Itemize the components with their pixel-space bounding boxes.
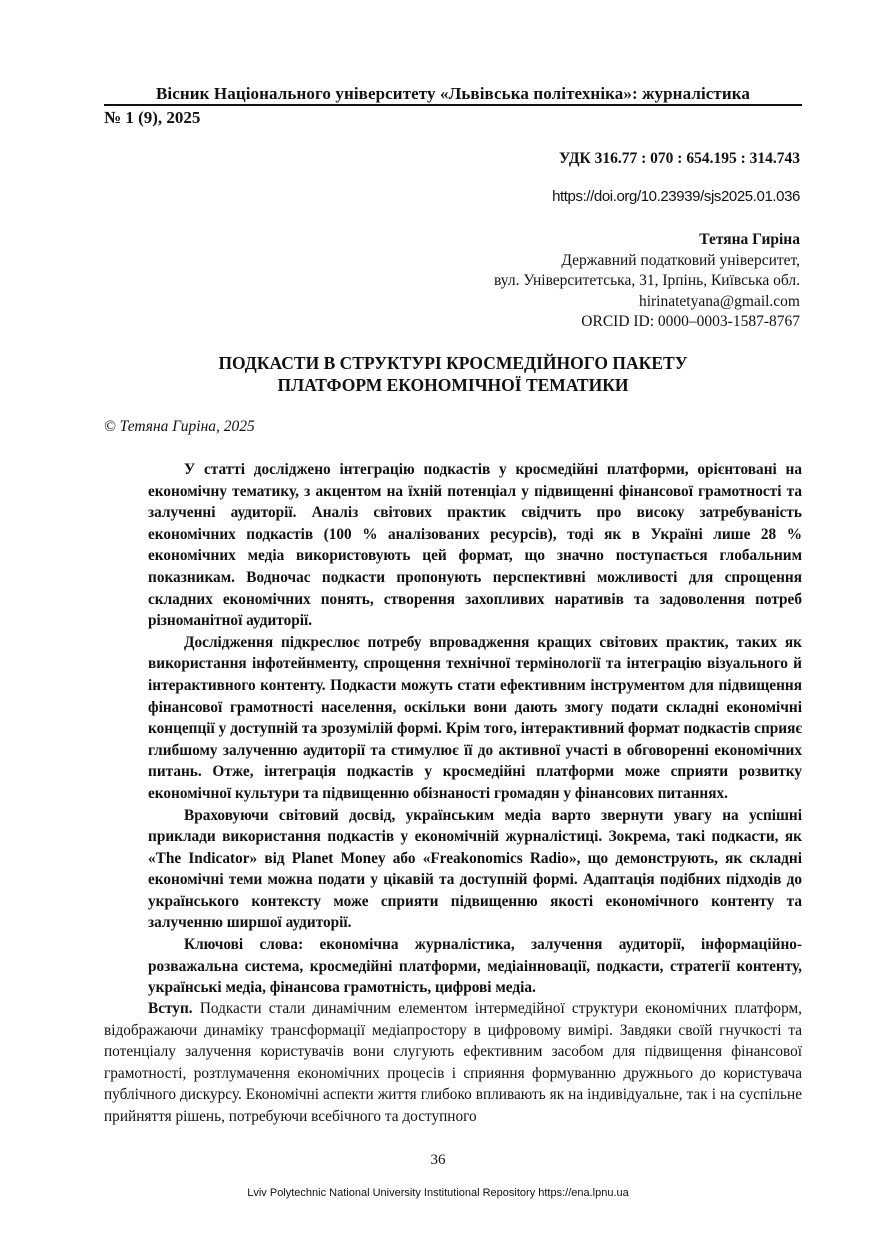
author-affiliation: Державний податковий університет, (561, 251, 800, 269)
intro-paragraph (104, 998, 802, 1128)
intro-lead: Вступ. (148, 1000, 193, 1017)
abstract-paragraph: У статті досліджено інтеграцію подкастів у кросмедійні платформи, орієнтовані на економічну тематику, з акцентом на їхній потенціал у підвищенні фінансової грамотності та залученні аудиторії. Аналіз світових практик свідчить про високу затребуваність економічних подкастів (100 % аналізованих ресурсів), тоді як в Україні лише 28 % економічних медіа використовують цей формат, що значно поступається глобальним показникам. Водночас подкасти пропонують перспективні можливості для спрощення складних економічних понять, створення захопливих наративів та задоволення потреб різноманітної аудиторії. (148, 461, 802, 630)
article-title (104, 352, 802, 396)
author-address: вул. Університетська, 31, Ірпінь, Київська обл. (494, 272, 800, 289)
copyright-notice: © Тетяна Гиріна, 2025 (104, 418, 255, 435)
abstract-paragraph: Враховуючи світовий досвід, українським медіа варто звернути увагу на успішні приклади використання подкастів у економічній журналістиці. Зокрема, такі подкасти, як «The Indicator» від Planet Money або «Freakonomics Radio», що демонструють, як складні економічні теми можна подати у цікавій та доступній формі. Адаптація подібних підходів до українського контексту може сприяти підвищенню якості економічного контенту та залученню ширшої аудиторії. (148, 806, 802, 932)
repository-footer: Lviv Polytechnic National University Institutional Repository https://ena.lpnu.ua (247, 1187, 629, 1199)
abstract-paragraph: Дослідження підкреслює потребу впровадження кращих світових практик, таких як використання інфотейнменту, спрощення технічної термінології та інтеграцію візуального й інтерактивного контенту. Подкасти можуть стати ефективним інструментом для підвищення фінансової грамотності населення, оскільки вони дають змогу подати складні економічні концепції у доступній та зрозумілій формі. Крім того, інтерактивний формат подкастів сприяє глибшому залученню аудиторії та стимулює її до активної участі в обговоренні економічних питань. Отже, інтеграція подкастів у кросмедійні платформи може сприяти розвитку економічної культури та підвищенню обізнаності громадян у фінансових питаннях. (148, 633, 802, 802)
author-orcid: ORCID ID: 0000–0003-1587-8767 (581, 313, 800, 330)
issue-number: № 1 (9), 2025 (104, 108, 201, 127)
intro-text: Подкасти стали динамічним елементом інтермедійної структури економічних платформ, відображаючи динаміку трансформації медіапростору в цифровому вимірі. Завдяки своїй гнучкості та потенціалу залучення користувачів вони слугують ефективним засобом для підвищення фінансової грамотності, розтлумачення економічних процесів і сприяння формуванню дружнього до користувача публічного дискурсу. Економічні аспекти життя глибоко впливають як на індивідуальне, так і на суспільне прийняття рішень, потребуючи всебічного та доступного (104, 1000, 802, 1125)
udk-code: УДК 316.77 : 070 : 654.195 : 314.743 (559, 150, 800, 167)
doi-link[interactable]: https://doi.org/10.23939/sjs2025.01.036 (552, 188, 800, 205)
author-block (494, 230, 800, 333)
header-divider (104, 104, 802, 106)
keywords-paragraph: Ключові слова: економічна журналістика, залучення аудиторії, інформаційно-розважальна система, кросмедійні платформи, медіаінновації, подкасти, стратегії контенту, українські медіа, фінансова грамотність, цифрові медіа. (148, 936, 802, 997)
title-line-2: ПЛАТФОРМ ЕКОНОМІЧНОЇ ТЕМАТИКИ (277, 375, 629, 395)
title-line-1: ПОДКАСТИ В СТРУКТУРІ КРОСМЕДІЙНОГО ПАКЕТУ (218, 353, 688, 373)
introduction (104, 998, 802, 1128)
author-name: Тетяна Гиріна (699, 231, 800, 248)
journal-header: Вісник Національного університету «Львівська політехніка»: журналістика (155, 84, 751, 103)
abstract (148, 459, 802, 999)
author-email[interactable]: hirinatetyana@gmail.com (638, 292, 800, 310)
page-number: 36 (430, 1152, 446, 1168)
